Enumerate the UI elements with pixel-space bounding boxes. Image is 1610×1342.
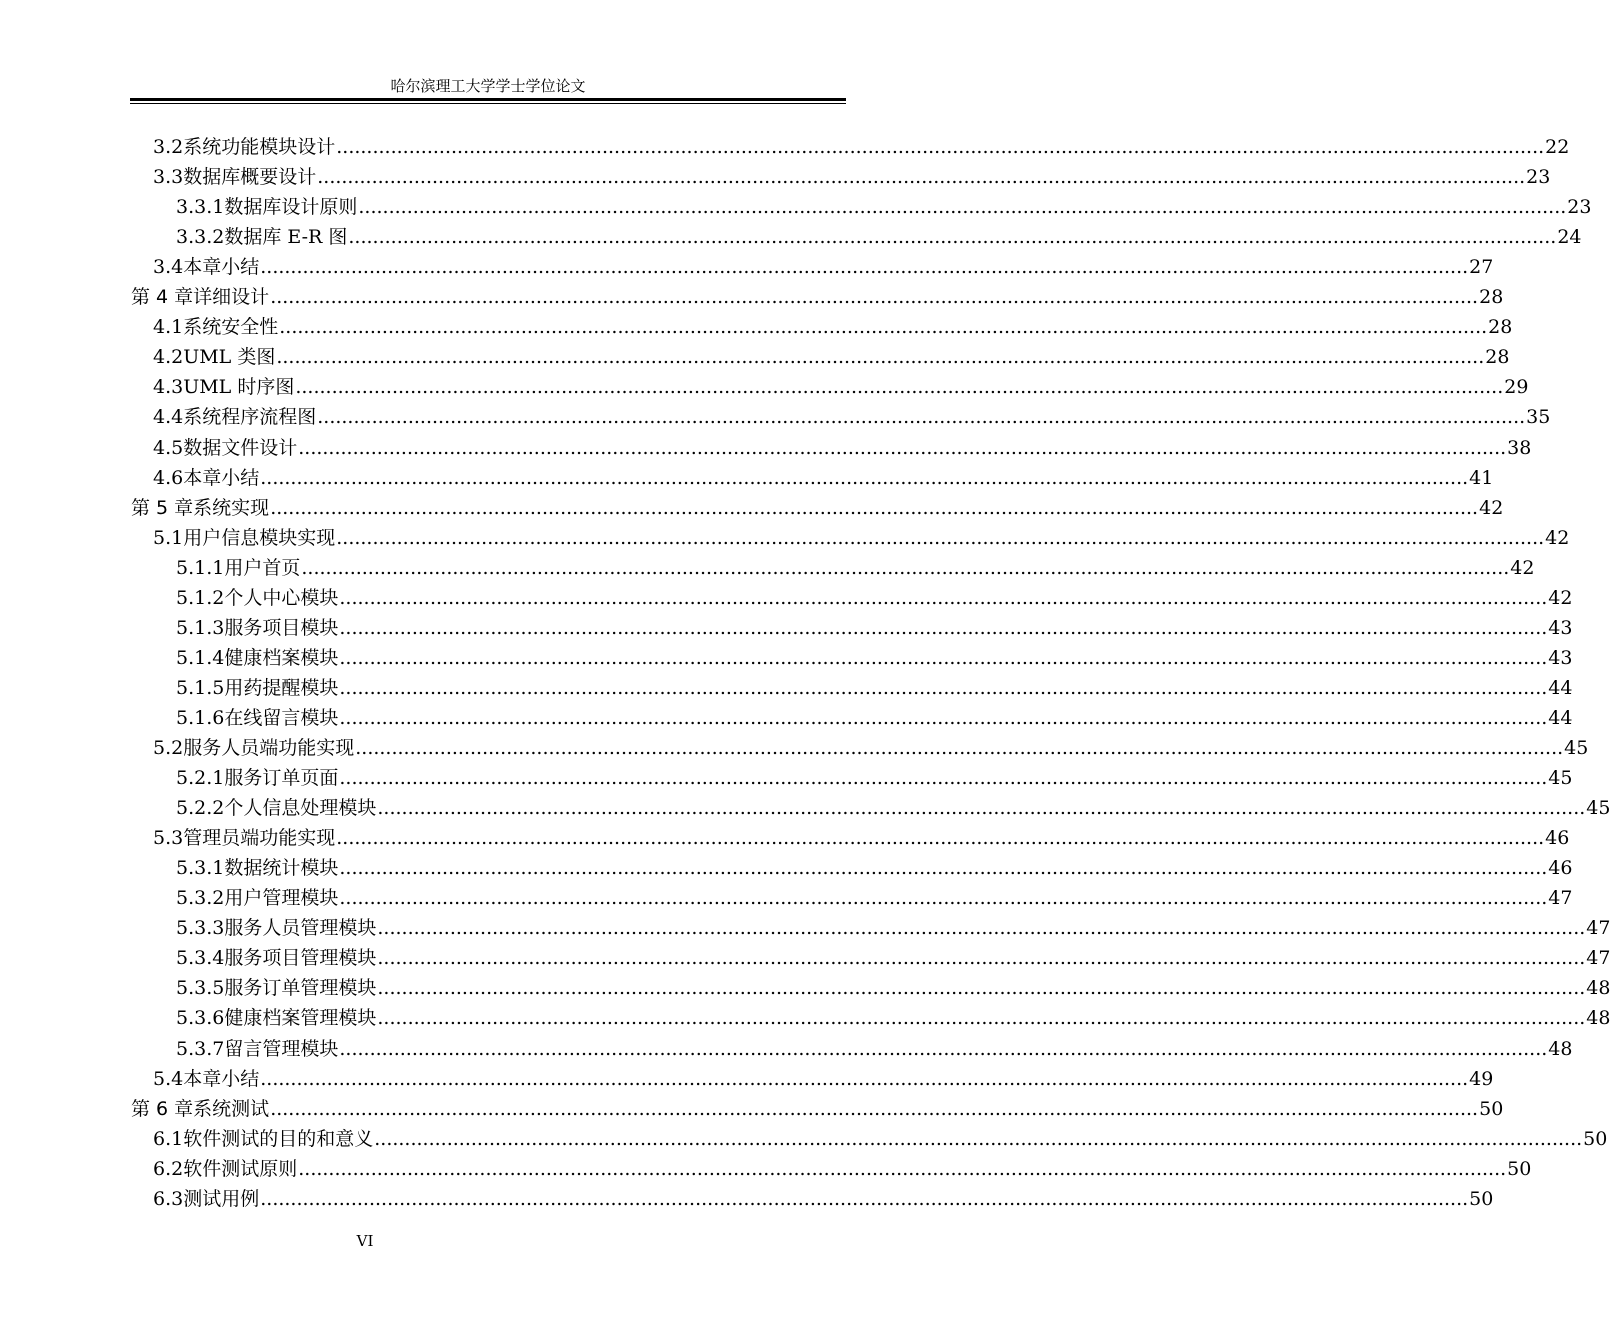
toc-entry[interactable] — [0, 192, 1592, 222]
toc-entry[interactable] — [0, 793, 1610, 823]
toc-entry-page: 50 — [1583, 1127, 1608, 1150]
toc-entry-line — [176, 796, 1610, 820]
toc-entry-number: 3.3.1 — [176, 196, 225, 219]
toc-entry-line — [131, 1097, 1504, 1121]
toc-entry-title: 测试用例 — [183, 1187, 260, 1210]
toc-entry-line — [153, 405, 1551, 429]
toc-entry-page: 46 — [1545, 827, 1570, 850]
toc-entry-number: 5.1.4 — [176, 646, 225, 669]
toc-entry-line — [176, 886, 1573, 910]
toc-entry-number: 5.1.5 — [176, 676, 225, 699]
toc-entry-title: 数据库设计原则 — [224, 196, 358, 219]
toc-entry[interactable] — [0, 433, 1532, 463]
toc-entry[interactable] — [0, 763, 1573, 793]
toc-leader-dots: ........................................................................................................................................................................................................ — [279, 316, 1488, 339]
toc-entry-title: 本章小结 — [183, 1067, 260, 1090]
toc-entry-page: 41 — [1469, 466, 1494, 489]
toc-entry[interactable] — [0, 1184, 1494, 1214]
toc-entry[interactable] — [0, 162, 1551, 192]
toc-entry-line — [153, 526, 1570, 550]
toc-entry[interactable] — [0, 913, 1610, 943]
toc-entry-title: UML 类图 — [183, 346, 276, 369]
toc-entry-page: 43 — [1548, 646, 1573, 669]
toc-entry-number: 5.2 — [153, 737, 184, 759]
toc-entry-number: 5.1.2 — [176, 586, 225, 609]
toc-entry-title: 服务人员管理模块 — [224, 917, 377, 940]
toc-entry-number: 6.3 — [153, 1187, 184, 1210]
toc-entry-number: 第 4 章 — [131, 286, 194, 309]
toc-entry-title: 系统安全性 — [183, 316, 279, 339]
toc-leader-dots: ........................................................................................................................................................................................................ — [339, 857, 1548, 880]
toc-entry-number: 第 6 章 — [131, 1097, 194, 1120]
toc-entry-page: 23 — [1526, 166, 1551, 189]
toc-entry-number: 3.3.2 — [176, 226, 225, 249]
toc-entry[interactable] — [0, 973, 1610, 1003]
toc-entry-page: 45 — [1548, 767, 1573, 790]
toc-leader-dots: ........................................................................................................................................................................................................ — [301, 556, 1510, 579]
toc-entry-line — [176, 856, 1573, 880]
toc-leader-dots: ........................................................................................................................................................................................................ — [377, 797, 1586, 820]
toc-entry-number: 3.4 — [153, 256, 184, 279]
toc-leader-dots: ........................................................................................................................................................................................................ — [358, 196, 1567, 219]
toc-leader-dots: ........................................................................................................................................................................................................ — [260, 1067, 1469, 1090]
toc-leader-dots: ........................................................................................................................................................................................................ — [339, 646, 1548, 669]
toc-leader-dots: ........................................................................................................................................................................................................ — [377, 977, 1586, 1000]
toc-entry-number: 第 5 章 — [131, 496, 194, 519]
toc-entry-number: 5.4 — [153, 1067, 184, 1090]
toc-entry-line — [153, 315, 1513, 339]
toc-entry[interactable] — [0, 823, 1570, 853]
toc-entry-page: 45 — [1586, 797, 1610, 820]
toc-leader-dots: ........................................................................................................................................................................................................ — [270, 496, 1479, 519]
toc-entry-number: 5.1.6 — [176, 706, 225, 729]
toc-leader-dots: ........................................................................................................................................................................................................ — [339, 586, 1548, 609]
header-rule-thick — [130, 98, 846, 101]
toc-entry-page: 47 — [1586, 947, 1610, 970]
toc-entry[interactable] — [0, 493, 1504, 523]
toc-entry-number: 5.3.5 — [176, 977, 225, 1000]
toc-entry-title: 服务项目管理模块 — [224, 947, 377, 970]
toc-entry-line — [153, 345, 1510, 369]
toc-entry-page: 28 — [1485, 346, 1510, 369]
toc-entry-page: 43 — [1548, 616, 1573, 639]
toc-entry-page: 35 — [1526, 406, 1551, 429]
toc-entry-line — [176, 676, 1573, 700]
toc-entry-title: 个人信息处理模块 — [224, 797, 377, 820]
toc-entry-number: 4.6 — [153, 466, 184, 489]
toc-entry-number: 3.2 — [153, 136, 184, 158]
toc-entry-line — [176, 976, 1610, 1000]
toc-entry[interactable] — [0, 1154, 1532, 1184]
toc-entry-title: 系统程序流程图 — [183, 406, 317, 429]
toc-entry-line — [153, 1157, 1532, 1181]
toc-entry-number: 5.2.2 — [176, 797, 225, 820]
toc-entry-page: 47 — [1586, 917, 1610, 940]
toc-leader-dots: ........................................................................................................................................................................................................ — [298, 1157, 1507, 1180]
toc-entry-page: 48 — [1548, 1037, 1573, 1060]
toc-leader-dots: ........................................................................................................................................................................................................ — [317, 166, 1526, 189]
toc-entry-title: 系统功能模块设计 — [183, 136, 336, 158]
toc-entry-number: 5.3.6 — [176, 1007, 225, 1030]
toc-entry[interactable] — [0, 222, 1582, 252]
toc-entry-line — [153, 1127, 1608, 1151]
toc-entry[interactable] — [0, 583, 1573, 613]
toc-entry[interactable] — [0, 342, 1510, 372]
toc-entry-page: 42 — [1545, 526, 1570, 549]
toc-entry-title: 管理员端功能实现 — [183, 827, 336, 850]
toc-leader-dots: ........................................................................................................................................................................................................ — [317, 406, 1526, 429]
toc-entry-title: 软件测试原则 — [183, 1157, 298, 1180]
toc-entry-number: 5.1.1 — [176, 556, 225, 579]
toc-entry[interactable] — [0, 613, 1573, 643]
toc-leader-dots: ........................................................................................................................................................................................................ — [336, 827, 1545, 850]
toc-leader-dots: ........................................................................................................................................................................................................ — [260, 1187, 1469, 1210]
toc-entry-page: 47 — [1548, 887, 1573, 910]
toc-entry-page: 23 — [1567, 196, 1592, 219]
toc-entry[interactable] — [0, 1003, 1610, 1033]
toc-entry-page: 50 — [1479, 1097, 1504, 1120]
toc-entry-title: 在线留言模块 — [224, 706, 339, 729]
toc-leader-dots: ........................................................................................................................................................................................................ — [260, 256, 1469, 279]
toc-entry-line — [176, 1006, 1610, 1030]
toc-entry-page: 49 — [1469, 1067, 1494, 1090]
toc-leader-dots: ........................................................................................................................................................................................................ — [374, 1127, 1583, 1150]
toc-entry[interactable] — [0, 673, 1573, 703]
toc-leader-dots: ........................................................................................................................................................................................................ — [336, 136, 1545, 158]
toc-entry-number: 5.3.2 — [176, 887, 225, 910]
toc-entry-title: 系统测试 — [193, 1097, 270, 1120]
toc-entry-number: 6.2 — [153, 1157, 184, 1180]
toc-entry-number: 5.1 — [153, 526, 184, 549]
toc-entry[interactable] — [0, 463, 1494, 493]
toc-entry-title: 留言管理模块 — [224, 1037, 339, 1060]
toc-leader-dots: ........................................................................................................................................................................................................ — [339, 887, 1548, 910]
toc-entry[interactable] — [0, 1064, 1494, 1094]
toc-entry-title: 服务项目模块 — [224, 616, 339, 639]
toc-entry-title: 软件测试的目的和意义 — [183, 1127, 374, 1150]
toc-entry-number: 3.3 — [153, 166, 184, 189]
toc-entry-title: 健康档案模块 — [224, 646, 339, 669]
toc-entry-title: 健康档案管理模块 — [224, 1007, 377, 1030]
toc-leader-dots: ........................................................................................................................................................................................................ — [339, 1037, 1548, 1060]
toc-entry-title: 本章小结 — [183, 466, 260, 489]
toc-entry-line — [176, 706, 1573, 730]
toc-entry-page: 50 — [1507, 1157, 1532, 1180]
running-header: 哈尔滨理工大学学士学位论文 — [390, 77, 586, 95]
toc-entry-number: 6.1 — [153, 1127, 184, 1150]
toc-entry-line — [153, 1067, 1494, 1091]
toc-entry-title: 系统实现 — [193, 496, 270, 519]
toc-entry[interactable] — [0, 402, 1551, 432]
toc-entry-title: 用药提醒模块 — [224, 676, 339, 699]
toc-entry-number: 5.3.3 — [176, 917, 225, 940]
toc-entry-line — [153, 375, 1529, 399]
toc-entry-page: 29 — [1504, 376, 1529, 399]
toc-entry[interactable] — [0, 372, 1529, 402]
toc-entry-line — [153, 255, 1494, 279]
toc-entry-page: 27 — [1469, 256, 1494, 279]
toc-entry-line — [176, 916, 1610, 940]
toc-entry-page: 38 — [1507, 436, 1532, 459]
toc-entry-page: 44 — [1548, 676, 1573, 699]
toc-entry-number: 4.1 — [153, 316, 184, 339]
toc-entry-title: 用户管理模块 — [224, 887, 339, 910]
toc-entry[interactable] — [0, 643, 1573, 673]
toc-entry-number: 5.3.1 — [176, 857, 225, 880]
toc-entry-title: 个人中心模块 — [224, 586, 339, 609]
toc-entry[interactable] — [0, 1124, 1608, 1154]
toc-entry-line — [153, 165, 1551, 189]
toc-entry-number: 5.3.7 — [176, 1037, 225, 1060]
toc-leader-dots: ........................................................................................................................................................................................................ — [298, 436, 1507, 459]
toc-entry-page: 45 — [1564, 737, 1589, 759]
toc-entry-title: 数据统计模块 — [224, 857, 339, 880]
toc-entry[interactable] — [0, 883, 1573, 913]
toc-entry-line — [176, 616, 1573, 640]
toc-leader-dots: ........................................................................................................................................................................................................ — [355, 737, 1564, 759]
toc-leader-dots: ........................................................................................................................................................................................................ — [336, 526, 1545, 549]
toc-leader-dots: ........................................................................................................................................................................................................ — [270, 1097, 1479, 1120]
toc-entry-line — [176, 766, 1573, 790]
toc-leader-dots: ........................................................................................................................................................................................................ — [377, 917, 1586, 940]
toc-entry-line — [153, 736, 1589, 760]
toc-entry-title: UML 时序图 — [183, 376, 295, 399]
toc-entry[interactable] — [0, 252, 1494, 282]
toc-entry[interactable] — [0, 1094, 1504, 1124]
toc-entry-page: 48 — [1586, 1007, 1610, 1030]
toc-entry-number: 5.3 — [153, 827, 184, 850]
header-rule-thin — [130, 103, 846, 104]
toc-entry-title: 本章小结 — [183, 256, 260, 279]
toc-entry-line — [176, 586, 1573, 610]
toc-entry-number: 4.4 — [153, 406, 184, 429]
toc-leader-dots: ........................................................................................................................................................................................................ — [260, 466, 1469, 489]
toc-leader-dots: ........................................................................................................................................................................................................ — [270, 286, 1479, 309]
toc-entry[interactable] — [0, 733, 1589, 763]
toc-entry-line — [176, 1037, 1573, 1061]
toc-entry-title: 用户信息模块实现 — [183, 526, 336, 549]
toc-entry-number: 5.2.1 — [176, 767, 225, 790]
toc-entry-title: 用户首页 — [224, 556, 301, 579]
toc-entry-title: 数据文件设计 — [183, 436, 298, 459]
toc-entry-title: 详细设计 — [193, 286, 270, 309]
toc-leader-dots: ........................................................................................................................................................................................................ — [339, 706, 1548, 729]
toc-entry-page: 28 — [1479, 286, 1504, 309]
toc-leader-dots: ........................................................................................................................................................................................................ — [339, 676, 1548, 699]
toc-leader-dots: ........................................................................................................................................................................................................ — [339, 767, 1548, 790]
page-number: VI — [356, 1232, 374, 1250]
toc-entry-page: 22 — [1545, 136, 1570, 158]
toc-entry-number: 5.1.3 — [176, 616, 225, 639]
toc-entry[interactable] — [0, 523, 1570, 553]
toc-entry-line — [153, 436, 1532, 460]
toc-leader-dots: ........................................................................................................................................................................................................ — [348, 226, 1557, 249]
toc-entry-page: 42 — [1510, 556, 1535, 579]
toc-entry-line — [176, 646, 1573, 670]
toc-entry[interactable] — [0, 943, 1610, 973]
toc-entry[interactable] — [0, 853, 1573, 883]
toc-entry[interactable] — [0, 132, 1570, 162]
toc-entry-line — [153, 1187, 1494, 1211]
toc-entry-line — [131, 285, 1504, 309]
toc-entry-page: 24 — [1557, 226, 1582, 249]
toc-entry-page: 44 — [1548, 706, 1573, 729]
toc-leader-dots: ........................................................................................................................................................................................................ — [377, 947, 1586, 970]
toc-entry[interactable] — [0, 553, 1535, 583]
toc-entry-page: 48 — [1586, 977, 1610, 1000]
toc-leader-dots: ........................................................................................................................................................................................................ — [276, 346, 1485, 369]
toc-entry-line — [131, 496, 1504, 520]
toc-entry-line — [176, 946, 1610, 970]
toc-entry-title: 服务人员端功能实现 — [183, 737, 355, 759]
toc-entry-number: 4.5 — [153, 436, 184, 459]
toc-entry-page: 42 — [1548, 586, 1573, 609]
toc-entry-title: 数据库概要设计 — [183, 166, 317, 189]
toc-entry-line — [153, 135, 1570, 159]
toc-entry-number: 5.3.4 — [176, 947, 225, 970]
toc-entry[interactable] — [0, 312, 1513, 342]
toc-leader-dots: ........................................................................................................................................................................................................ — [377, 1007, 1586, 1030]
toc-leader-dots: ........................................................................................................................................................................................................ — [339, 616, 1548, 639]
toc-entry-title: 服务订单管理模块 — [224, 977, 377, 1000]
toc-entry-number: 4.2 — [153, 346, 184, 369]
toc-entry[interactable] — [0, 282, 1504, 312]
toc-entry[interactable] — [0, 1034, 1573, 1064]
toc-entry-page: 50 — [1469, 1187, 1494, 1210]
toc-entry-page: 46 — [1548, 857, 1573, 880]
toc-entry-title: 服务订单页面 — [224, 767, 339, 790]
toc-entry-line — [176, 225, 1582, 249]
toc-entry[interactable] — [0, 703, 1573, 733]
toc-leader-dots: ........................................................................................................................................................................................................ — [295, 376, 1504, 399]
toc-entry-page: 42 — [1479, 496, 1504, 519]
toc-entry-title: 数据库 E-R 图 — [224, 226, 348, 249]
toc-entry-page: 28 — [1488, 316, 1513, 339]
toc-entry-number: 4.3 — [153, 376, 184, 399]
toc-entry-line — [153, 826, 1570, 850]
toc-entry-line — [176, 195, 1592, 219]
toc-entry-line — [176, 556, 1535, 580]
toc-entry-line — [153, 466, 1494, 490]
